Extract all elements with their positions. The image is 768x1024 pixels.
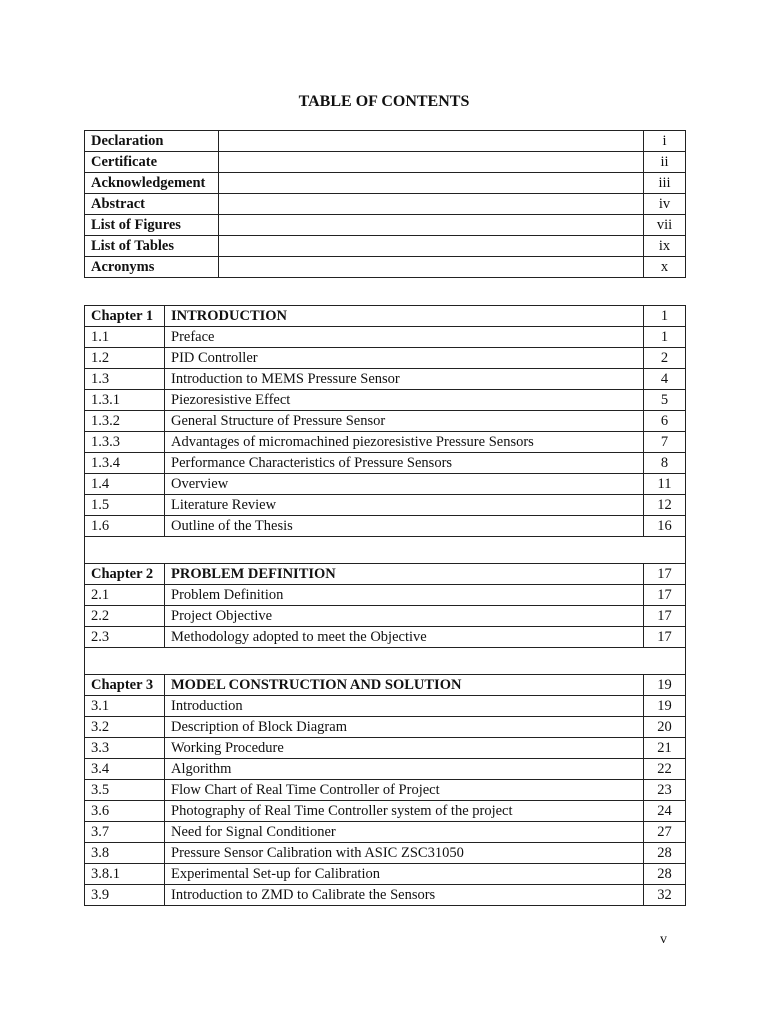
section-page: 21	[644, 738, 686, 759]
section-title: Introduction to ZMD to Calibrate the Sensors	[165, 885, 644, 906]
chapter-title: PROBLEM DEFINITION	[165, 564, 644, 585]
section-title: Overview	[165, 474, 644, 495]
entry-blank-cell	[219, 131, 644, 152]
section-number: 3.2	[85, 717, 165, 738]
section-number: 1.1	[85, 327, 165, 348]
chapter-page: 17	[644, 564, 686, 585]
entry-blank-cell	[219, 152, 644, 173]
section-number: 3.5	[85, 780, 165, 801]
entry-page: x	[644, 257, 686, 278]
section-number: 1.3.3	[85, 432, 165, 453]
section-number: 1.3.2	[85, 411, 165, 432]
section-page: 17	[644, 585, 686, 606]
chapter-heading-row	[85, 306, 686, 327]
section-page: 6	[644, 411, 686, 432]
section-row	[85, 696, 686, 717]
entry-page: ii	[644, 152, 686, 173]
section-title: Project Objective	[165, 606, 644, 627]
section-title: Problem Definition	[165, 585, 644, 606]
section-row	[85, 843, 686, 864]
section-row	[85, 627, 686, 648]
chapter-page: 1	[644, 306, 686, 327]
section-title: Literature Review	[165, 495, 644, 516]
section-page: 28	[644, 864, 686, 885]
section-row	[85, 864, 686, 885]
front-matter-row	[85, 173, 686, 194]
spacer-cell	[85, 648, 686, 675]
section-title: Experimental Set-up for Calibration	[165, 864, 644, 885]
section-row	[85, 390, 686, 411]
section-row	[85, 474, 686, 495]
section-page: 17	[644, 606, 686, 627]
section-row	[85, 348, 686, 369]
entry-label: List of Figures	[85, 215, 219, 236]
entry-blank-cell	[219, 215, 644, 236]
section-page: 8	[644, 453, 686, 474]
spacer-cell	[85, 537, 686, 564]
page-number: v	[660, 932, 667, 947]
front-matter-row	[85, 215, 686, 236]
section-row	[85, 606, 686, 627]
entry-blank-cell	[219, 194, 644, 215]
section-title: General Structure of Pressure Sensor	[165, 411, 644, 432]
section-title: Algorithm	[165, 759, 644, 780]
chapter-title: INTRODUCTION	[165, 306, 644, 327]
section-row	[85, 585, 686, 606]
section-page: 7	[644, 432, 686, 453]
section-title: Advantages of micromachined piezoresistive Pressure Sensors	[165, 432, 644, 453]
section-row	[85, 738, 686, 759]
chapter-heading-row	[85, 564, 686, 585]
section-row	[85, 759, 686, 780]
section-page: 24	[644, 801, 686, 822]
section-row	[85, 495, 686, 516]
section-page: 23	[644, 780, 686, 801]
section-page: 28	[644, 843, 686, 864]
entry-page: i	[644, 131, 686, 152]
chapter-title: MODEL CONSTRUCTION AND SOLUTION	[165, 675, 644, 696]
section-row	[85, 885, 686, 906]
section-page: 1	[644, 327, 686, 348]
chapter-label: Chapter 2	[85, 564, 165, 585]
entry-blank-cell	[219, 236, 644, 257]
section-number: 3.3	[85, 738, 165, 759]
section-number: 1.3.1	[85, 390, 165, 411]
section-row	[85, 822, 686, 843]
section-number: 3.7	[85, 822, 165, 843]
section-page: 4	[644, 369, 686, 390]
section-title: Introduction	[165, 696, 644, 717]
front-matter-row	[85, 257, 686, 278]
section-row	[85, 717, 686, 738]
spacer-row	[85, 537, 686, 564]
entry-label: List of Tables	[85, 236, 219, 257]
section-title: Working Procedure	[165, 738, 644, 759]
chapter-label: Chapter 1	[85, 306, 165, 327]
section-number: 2.3	[85, 627, 165, 648]
section-row	[85, 453, 686, 474]
section-title: Preface	[165, 327, 644, 348]
section-number: 3.8	[85, 843, 165, 864]
section-page: 5	[644, 390, 686, 411]
section-page: 22	[644, 759, 686, 780]
section-title: Description of Block Diagram	[165, 717, 644, 738]
section-number: 1.2	[85, 348, 165, 369]
section-number: 1.3.4	[85, 453, 165, 474]
entry-label: Declaration	[85, 131, 219, 152]
section-page: 12	[644, 495, 686, 516]
section-number: 1.3	[85, 369, 165, 390]
section-row	[85, 327, 686, 348]
entry-blank-cell	[219, 257, 644, 278]
section-title: Performance Characteristics of Pressure Sensors	[165, 453, 644, 474]
section-title: PID Controller	[165, 348, 644, 369]
section-page: 19	[644, 696, 686, 717]
section-number: 1.6	[85, 516, 165, 537]
front-matter-row	[85, 194, 686, 215]
section-page: 2	[644, 348, 686, 369]
section-title: Methodology adopted to meet the Objective	[165, 627, 644, 648]
front-matter-table	[84, 130, 686, 278]
front-matter-row	[85, 131, 686, 152]
section-page: 17	[644, 627, 686, 648]
section-row	[85, 432, 686, 453]
section-number: 1.5	[85, 495, 165, 516]
section-page: 11	[644, 474, 686, 495]
section-page: 16	[644, 516, 686, 537]
section-row	[85, 780, 686, 801]
entry-page: ix	[644, 236, 686, 257]
section-page: 27	[644, 822, 686, 843]
chapter-page: 19	[644, 675, 686, 696]
section-page: 20	[644, 717, 686, 738]
section-title: Need for Signal Conditioner	[165, 822, 644, 843]
section-title: Introduction to MEMS Pressure Sensor	[165, 369, 644, 390]
section-title: Piezoresistive Effect	[165, 390, 644, 411]
section-number: 2.2	[85, 606, 165, 627]
chapter-heading-row	[85, 675, 686, 696]
chapter-label: Chapter 3	[85, 675, 165, 696]
entry-label: Abstract	[85, 194, 219, 215]
section-number: 1.4	[85, 474, 165, 495]
section-number: 3.9	[85, 885, 165, 906]
entry-label: Acronyms	[85, 257, 219, 278]
section-row	[85, 516, 686, 537]
section-title: Pressure Sensor Calibration with ASIC ZSC31050	[165, 843, 644, 864]
section-number: 2.1	[85, 585, 165, 606]
spacer-row	[85, 648, 686, 675]
entry-page: iii	[644, 173, 686, 194]
section-row	[85, 369, 686, 390]
entry-label: Acknowledgement	[85, 173, 219, 194]
section-number: 3.6	[85, 801, 165, 822]
entry-blank-cell	[219, 173, 644, 194]
page-title: TABLE OF CONTENTS	[298, 93, 470, 110]
front-matter-row	[85, 152, 686, 173]
section-row	[85, 801, 686, 822]
section-number: 3.1	[85, 696, 165, 717]
chapters-table	[84, 305, 686, 906]
entry-label: Certificate	[85, 152, 219, 173]
section-page: 32	[644, 885, 686, 906]
section-row	[85, 411, 686, 432]
entry-page: iv	[644, 194, 686, 215]
entry-page: vii	[644, 215, 686, 236]
section-number: 3.8.1	[85, 864, 165, 885]
section-number: 3.4	[85, 759, 165, 780]
front-matter-row	[85, 236, 686, 257]
section-title: Flow Chart of Real Time Controller of Project	[165, 780, 644, 801]
section-title: Photography of Real Time Controller system of the project	[165, 801, 644, 822]
section-title: Outline of the Thesis	[165, 516, 644, 537]
